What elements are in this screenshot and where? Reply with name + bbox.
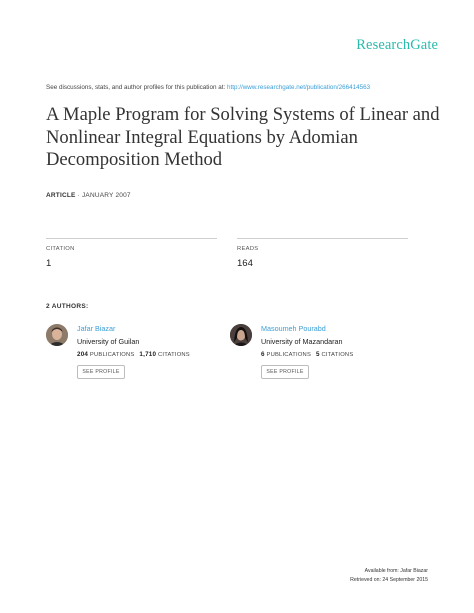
citation-value: 1 — [46, 258, 52, 269]
reads-value: 164 — [237, 258, 253, 269]
retrieval-info — [350, 567, 428, 584]
author-stats — [77, 351, 190, 358]
see-profile-button[interactable]: SEE PROFILE — [77, 365, 125, 379]
article-type: ARTICLE — [46, 192, 76, 199]
authors-heading: 2 AUTHORS: — [46, 303, 89, 310]
author-stats — [261, 351, 353, 358]
publications-label: PUBLICATIONS — [89, 352, 135, 358]
meta-separator: · — [75, 192, 82, 199]
author-name[interactable]: Masoumeh Pourabd — [261, 324, 326, 333]
publications-count: 6 — [261, 351, 265, 358]
see-profile-button[interactable]: SEE PROFILE — [261, 365, 309, 379]
publications-label: PUBLICATIONS — [266, 352, 312, 358]
author-institution: University of Guilan — [77, 337, 140, 346]
paper-title: A Maple Program for Solving Systems of Linear and Nonlinear Integral Equations by Adomian Decomposition Method — [46, 104, 440, 170]
disclaimer-text: See discussions, stats, and author profiles for this publication at: — [46, 84, 227, 91]
reads-label: READS — [237, 246, 259, 252]
publication-link[interactable]: http://www.researchgate.net/publication/266414563 — [226, 84, 371, 91]
citations-count: 5 — [316, 351, 320, 358]
researchgate-logo[interactable]: ResearchGate — [356, 37, 438, 53]
citations-count: 1,710 — [139, 351, 157, 358]
avatar[interactable] — [46, 324, 68, 346]
reads-stat — [237, 238, 408, 269]
article-meta — [46, 192, 131, 199]
retrieved-on: Retrieved on: 24 September 2015 — [350, 576, 428, 583]
disclaimer — [46, 84, 454, 91]
citation-stat — [46, 238, 217, 269]
author-name[interactable]: Jafar Biazar — [77, 324, 116, 333]
citations-label: CITATIONS — [321, 352, 354, 358]
article-date: JANUARY 2007 — [81, 192, 131, 199]
citations-label: CITATIONS — [158, 352, 190, 358]
author-institution: University of Mazandaran — [261, 337, 343, 346]
avatar[interactable] — [230, 324, 252, 346]
available-from: Available from: Jafar Biazar — [364, 568, 428, 574]
citation-label: CITATION — [46, 246, 75, 252]
publications-count: 204 — [77, 351, 89, 358]
